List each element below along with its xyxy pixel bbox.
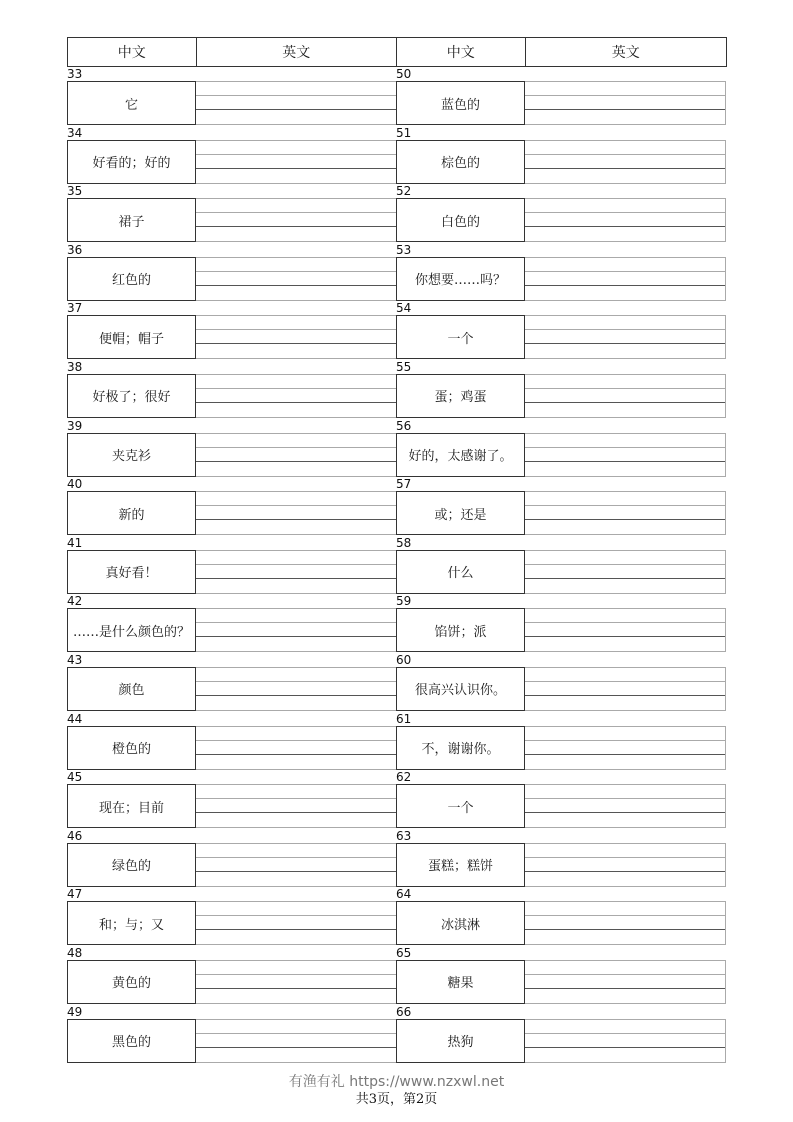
entry-number: 43 [67,652,83,667]
english-answer-lines[interactable] [196,81,397,125]
header-chinese-left: 中文 [68,38,197,66]
entry-number: 50 [396,67,412,81]
english-answer-lines[interactable] [196,198,397,242]
english-answer-lines[interactable] [525,198,726,242]
chinese-term: 馅饼；派 [396,608,525,652]
entry-number: 53 [396,242,412,257]
chinese-term: 新的 [67,491,196,535]
english-answer-lines[interactable] [196,608,397,652]
chinese-term: 棕色的 [396,140,525,184]
header-chinese-right: 中文 [397,38,526,66]
english-answer-lines[interactable] [525,315,726,359]
english-answer-lines[interactable] [525,374,726,418]
chinese-term: 不，谢谢你。 [396,726,525,770]
entry-number: 51 [396,125,412,140]
entry-number: 57 [396,477,412,492]
english-answer-lines[interactable] [525,608,726,652]
entry-number: 59 [396,594,412,609]
english-answer-lines[interactable] [196,315,397,359]
english-answer-lines[interactable] [196,374,397,418]
english-answer-lines[interactable] [525,550,726,594]
english-answer-lines[interactable] [196,726,397,770]
entry-number: 54 [396,301,412,316]
header-english-left: 英文 [197,38,397,66]
entry-number: 41 [67,535,83,550]
chinese-term: 蛋；鸡蛋 [396,374,525,418]
english-answer-lines[interactable] [525,81,726,125]
english-answer-lines[interactable] [525,901,726,945]
english-answer-lines[interactable] [196,140,397,184]
english-answer-lines[interactable] [525,1019,726,1063]
english-answer-lines[interactable] [525,843,726,887]
entry-number: 63 [396,828,412,843]
footer-site: 有渔有礼 https://www.nzxwl.net [288,1074,505,1090]
entry-number: 45 [67,770,83,785]
chinese-term: 蛋糕；糕饼 [396,843,525,887]
footer-page-number: 共3页，第2页 [355,1092,438,1107]
chinese-term: 一个 [396,784,525,828]
entry-number: 46 [67,828,83,843]
chinese-term: 便帽；帽子 [67,315,196,359]
chinese-term: 好的，太感谢了。 [396,433,525,477]
chinese-term: 很高兴认识你。 [396,667,525,711]
header-english-right: 英文 [611,45,640,61]
entry-number: 39 [67,418,83,433]
entry-number: 61 [396,711,412,726]
chinese-term: ……是什么颜色的？ [67,608,196,652]
chinese-term: 热狗 [396,1019,525,1063]
entry-number: 35 [67,184,83,199]
chinese-term: 冰淇淋 [396,901,525,945]
entry-number: 56 [396,418,412,433]
english-answer-lines[interactable] [196,960,397,1004]
chinese-term: 一个 [396,315,525,359]
entry-number: 48 [67,945,83,960]
entry-number: 55 [396,359,412,374]
entry-number: 33 [67,67,83,81]
english-answer-lines[interactable] [196,491,397,535]
entry-number: 34 [67,125,83,140]
english-answer-lines[interactable] [525,726,726,770]
chinese-term: 白色的 [396,198,525,242]
chinese-term: 真好看！ [67,550,196,594]
entry-number: 62 [396,770,412,785]
entry-number: 44 [67,711,83,726]
entry-number: 42 [67,594,83,609]
chinese-term: 什么 [396,550,525,594]
chinese-term: 黑色的 [67,1019,196,1063]
chinese-term: 现在；目前 [67,784,196,828]
entry-number: 37 [67,301,83,316]
entry-number: 58 [396,535,412,550]
english-answer-lines[interactable] [196,667,397,711]
chinese-term: 黄色的 [67,960,196,1004]
table-header [67,37,727,67]
english-answer-lines[interactable] [525,960,726,1004]
english-answer-lines[interactable] [196,1019,397,1063]
english-answer-lines[interactable] [196,433,397,477]
chinese-term: 颜色 [67,667,196,711]
english-answer-lines[interactable] [196,257,397,301]
english-answer-lines[interactable] [196,901,397,945]
english-answer-lines[interactable] [525,257,726,301]
entry-number: 38 [67,359,83,374]
english-answer-lines[interactable] [196,784,397,828]
chinese-term: 蓝色的 [396,81,525,125]
chinese-term: 你想要……吗？ [396,257,525,301]
english-answer-lines[interactable] [525,667,726,711]
entry-number: 64 [396,887,412,902]
entry-number: 65 [396,945,412,960]
chinese-term: 红色的 [67,257,196,301]
chinese-term: 裙子 [67,198,196,242]
entry-number: 60 [396,652,412,667]
entry-number: 49 [67,1004,83,1019]
english-answer-lines[interactable] [196,550,397,594]
chinese-term: 绿色的 [67,843,196,887]
chinese-term: 好极了；很好 [67,374,196,418]
chinese-term: 或；还是 [396,491,525,535]
english-answer-lines[interactable] [525,784,726,828]
chinese-term: 夹克衫 [67,433,196,477]
entry-number: 52 [396,184,412,199]
chinese-term: 橙色的 [67,726,196,770]
entry-number: 47 [67,887,83,902]
english-answer-lines[interactable] [525,491,726,535]
chinese-term: 糖果 [396,960,525,1004]
chinese-term: 它 [67,81,196,125]
entry-number: 66 [396,1004,412,1019]
english-answer-lines[interactable] [196,843,397,887]
chinese-term: 和；与；又 [67,901,196,945]
entry-number: 40 [67,477,83,492]
chinese-term: 好看的；好的 [67,140,196,184]
entry-number: 36 [67,242,83,257]
english-answer-lines[interactable] [525,140,726,184]
english-answer-lines[interactable] [525,433,726,477]
